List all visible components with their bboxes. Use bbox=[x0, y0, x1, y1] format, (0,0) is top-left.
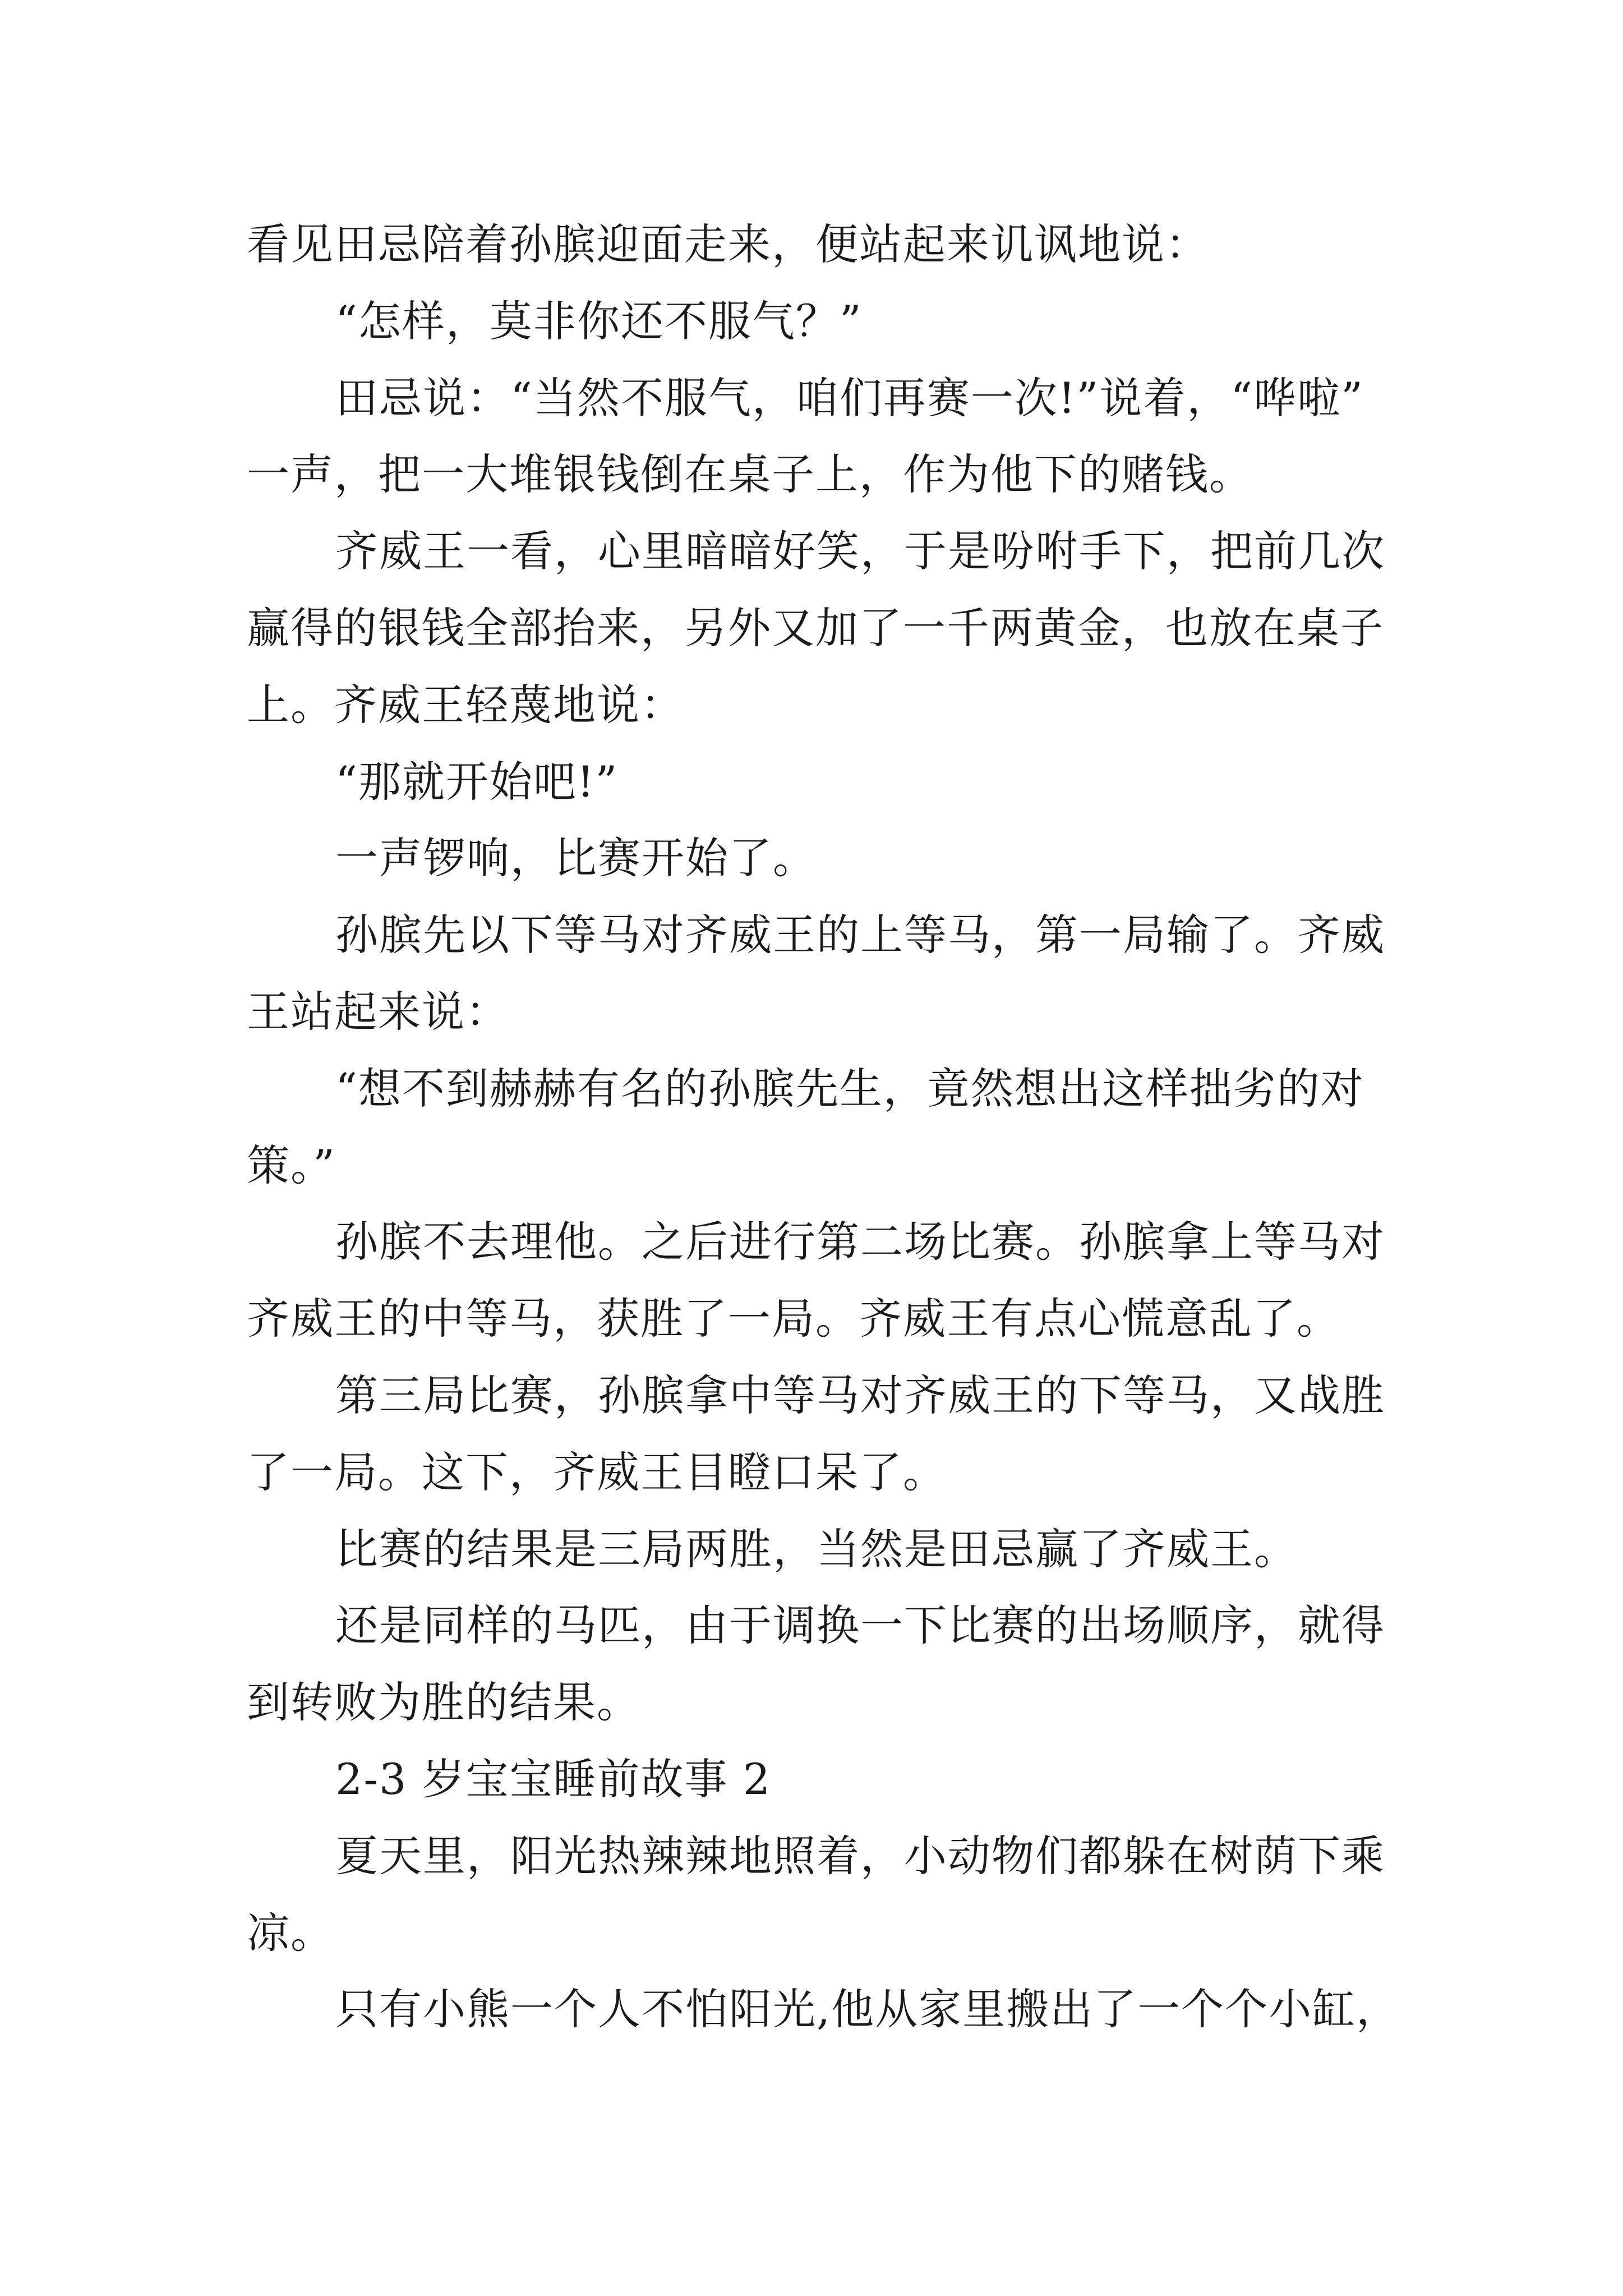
text-line: 策。” bbox=[247, 1140, 336, 1190]
text-line: 第三局比赛，孙膑拿中等马对齐威王的下等马，又战胜 bbox=[335, 1370, 1385, 1420]
text-line: 只有小熊一个人不怕阳光,他从家里搬出了一个个小缸， bbox=[335, 1984, 1400, 2035]
text-line: 到转败为胜的结果。 bbox=[247, 1677, 640, 1728]
text-line: 王站起来说： bbox=[247, 986, 509, 1037]
text-line: 上。齐威王轻蔑地说： bbox=[247, 679, 684, 730]
text-line: 一声，把一大堆银钱倒在桌子上，作为他下的赌钱。 bbox=[247, 449, 1253, 500]
text-line: “想不到赫赫有名的孙膑先生，竟然想出这样拙劣的对 bbox=[335, 1063, 1364, 1114]
text-line: 齐威王一看，心里暗暗好笑，于是吩咐手下，把前几次 bbox=[335, 526, 1385, 577]
section-heading: 2-3 岁宝宝睡前故事 2 bbox=[335, 1754, 772, 1804]
text-line: 了一局。这下，齐威王目瞪口呆了。 bbox=[247, 1447, 947, 1497]
text-line: “怎样，莫非你还不服气？” bbox=[335, 296, 863, 346]
story-text bbox=[247, 206, 1400, 2048]
text-line: 齐威王的中等马，获胜了一局。齐威王有点心慌意乱了。 bbox=[247, 1294, 1340, 1344]
text-line: 赢得的银钱全部抬来，另外又加了一千两黄金，也放在桌子 bbox=[247, 602, 1384, 653]
text-line: 凉。 bbox=[247, 1907, 334, 1958]
text-line: 一声锣响，比赛开始了。 bbox=[335, 833, 817, 884]
text-line: 孙膑不去理他。之后进行第二场比赛。孙膑拿上等马对 bbox=[335, 1217, 1385, 1267]
text-line: 田忌说：“当然不服气，咱们再赛一次!”说着，“哗啦” bbox=[335, 372, 1364, 423]
text-line: “那就开始吧!” bbox=[335, 756, 619, 807]
text-line: 孙膑先以下等马对齐威王的上等马，第一局输了。齐威 bbox=[335, 910, 1385, 960]
text-line: 比赛的结果是三局两胜，当然是田忌赢了齐威王。 bbox=[335, 1524, 1298, 1574]
text-line: 还是同样的马匹，由于调换一下比赛的出场顺序，就得 bbox=[335, 1600, 1385, 1651]
text-line: 夏天里，阳光热辣辣地照着，小动物们都躲在树荫下乘 bbox=[335, 1830, 1385, 1881]
text-line: 看见田忌陪着孙膑迎面走来，便站起来讥讽地说： bbox=[247, 219, 1209, 269]
